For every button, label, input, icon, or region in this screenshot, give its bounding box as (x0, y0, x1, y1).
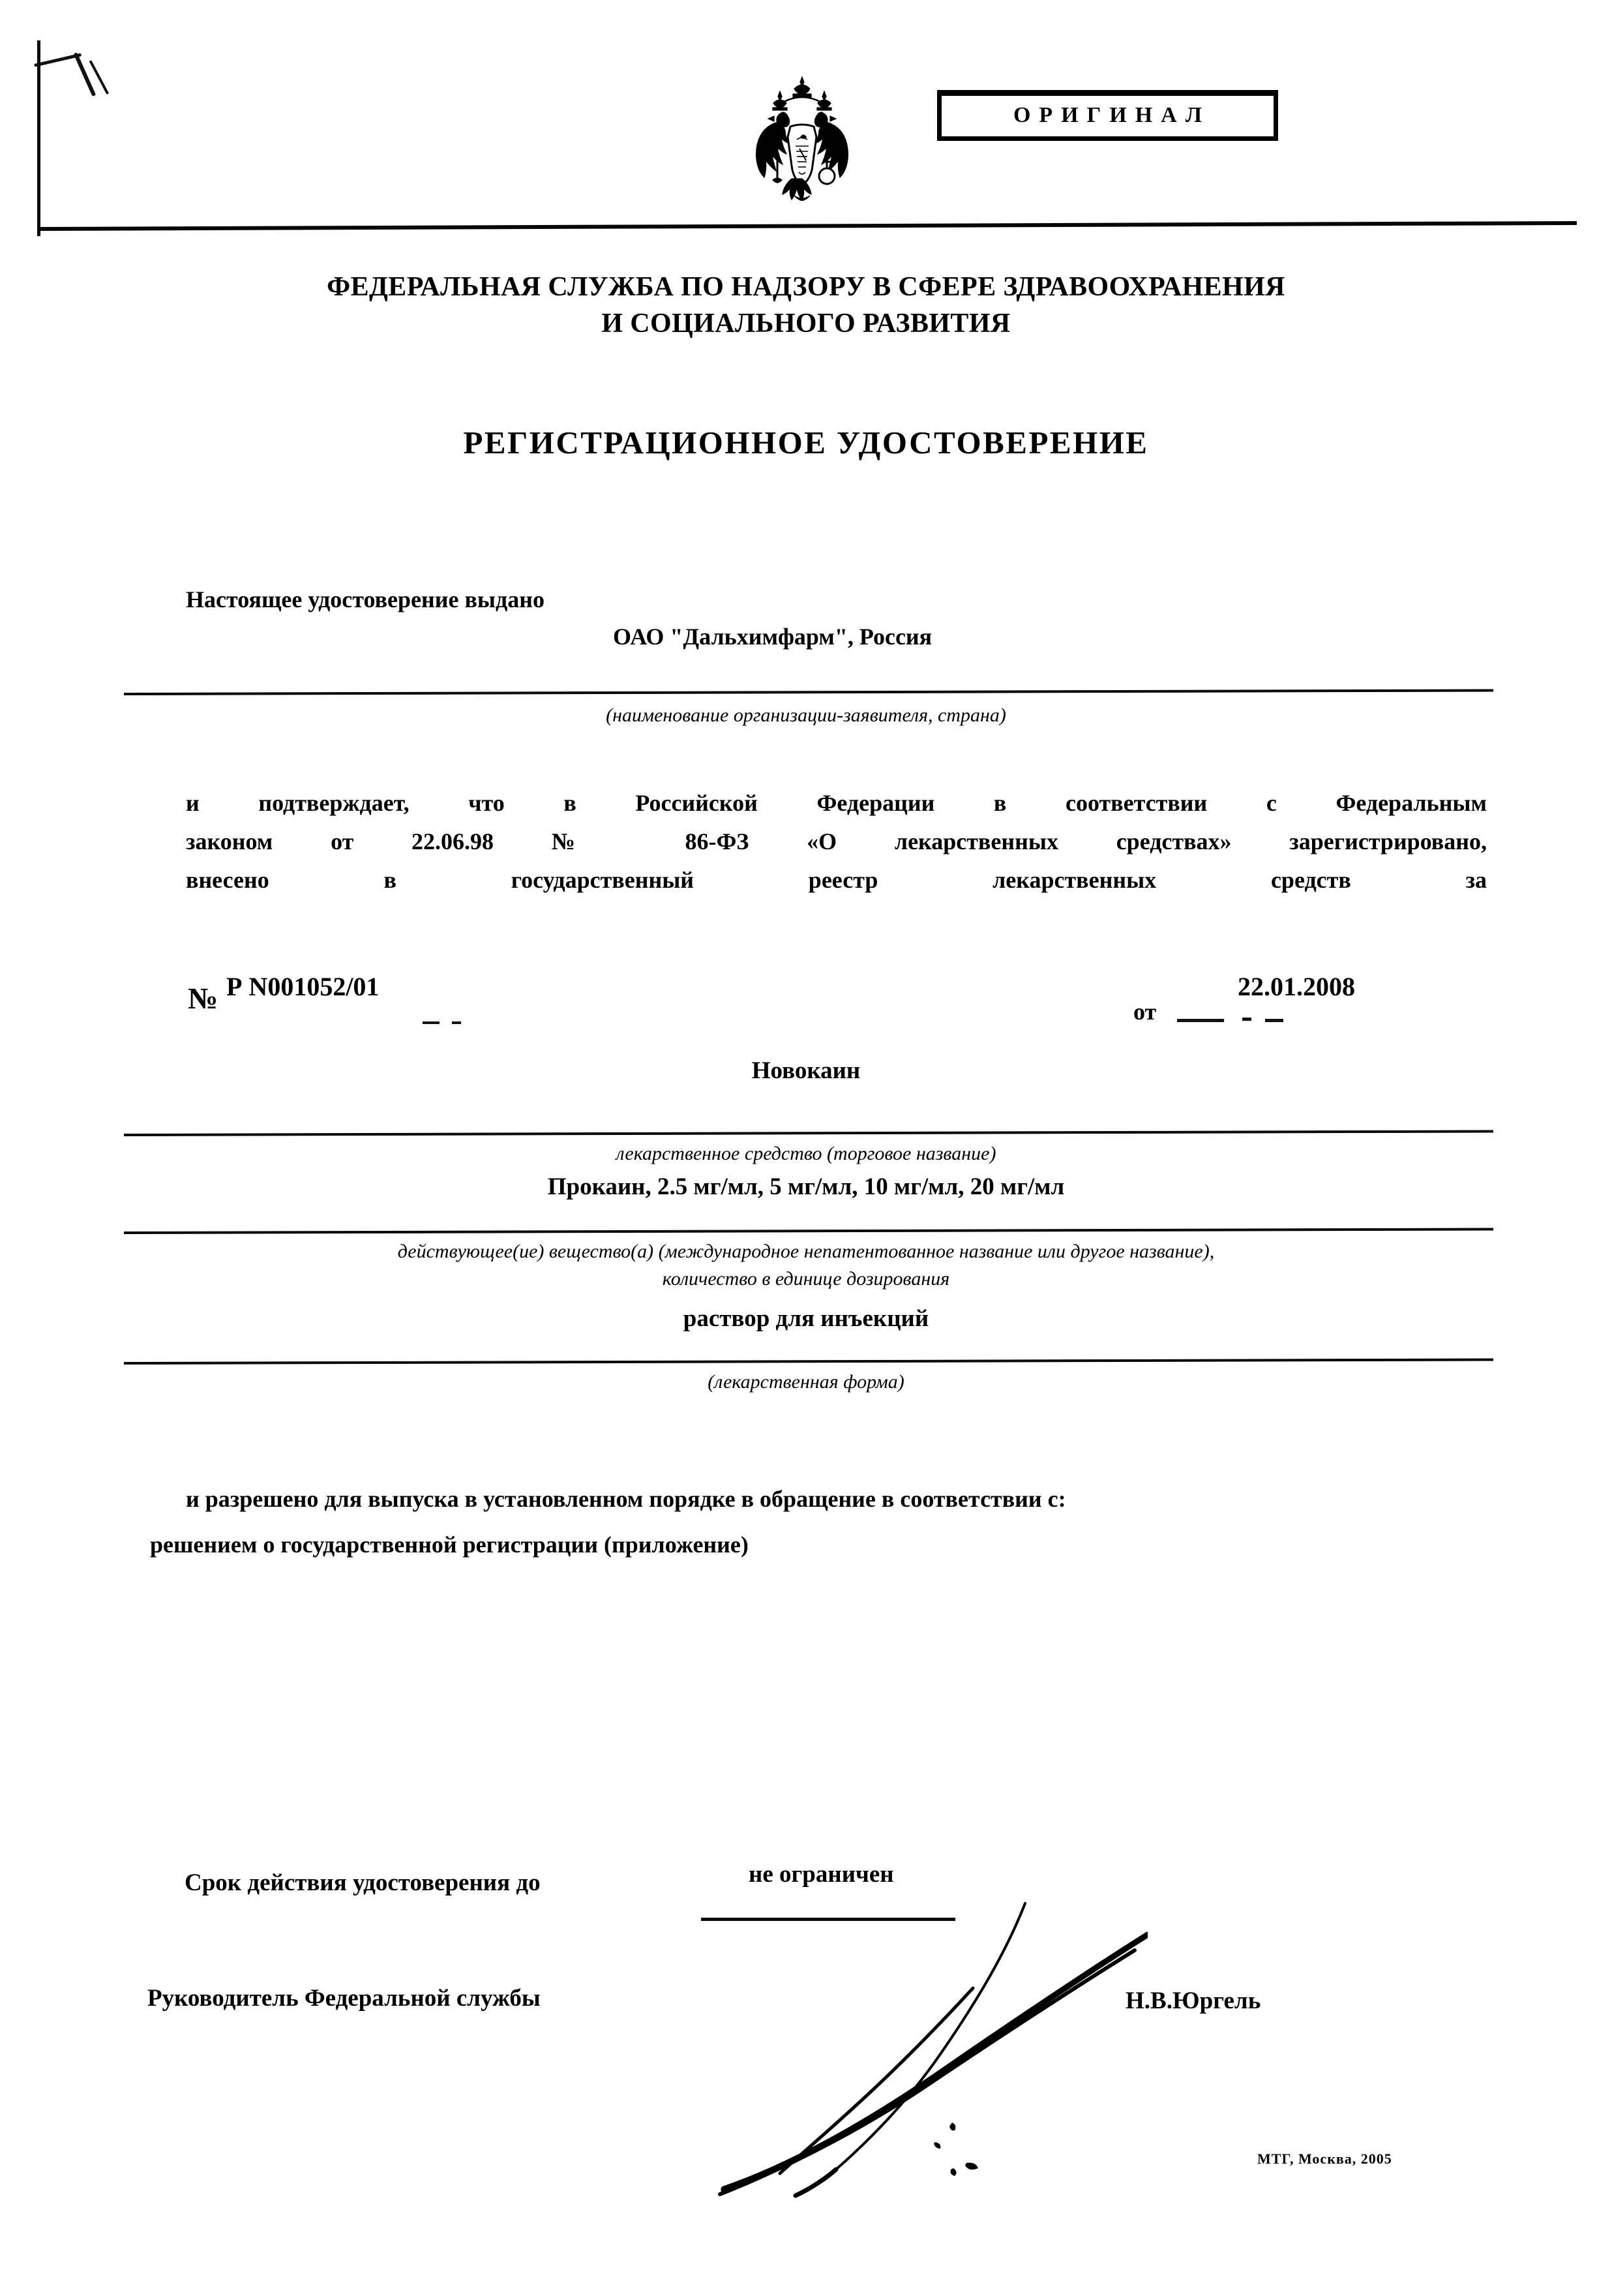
legal-text-line-1: и подтверждает, что в Российской Федерации в соответствии с Федеральным (186, 790, 1487, 816)
active-substance-field-caption-line-1: действующее(ие) вещество(а) (международное непатентованное название или другое название), (397, 1241, 1215, 1262)
legal-text-line-3: внесено в государственный реестр лекарственных средств за (186, 867, 1487, 893)
original-stamp-label: ОРИГИНАЛ (1013, 103, 1211, 127)
trade-name-field-rule (124, 1130, 1493, 1136)
authorization-text-line-2: решением о государственной регистрации (приложение) (150, 1532, 749, 1558)
dosage-form-field-caption: (лекарственная форма) (708, 1371, 904, 1393)
active-substance-value: Прокаин, 2.5 мг/мл, 5 мг/мл, 10 мг/мл, 20 мг/мл (547, 1173, 1065, 1200)
scan-speckle-artifact (74, 52, 97, 97)
validity-value: не ограничен (749, 1861, 894, 1888)
signatory-name: Н.В.Юргель (1126, 1987, 1261, 2014)
agency-name-line-2: И СОЦИАЛЬНОГО РАЗВИТИЯ (601, 309, 1011, 339)
agency-name-line-1: ФЕДЕРАЛЬНАЯ СЛУЖБА ПО НАДЗОРУ В СФЕРЕ ЗДРАВООХРАНЕНИЯ (327, 272, 1285, 302)
trade-name-value: Новокаин (751, 1057, 861, 1084)
registration-number-underline-fragment (452, 1021, 461, 1024)
scan-left-border-artifact (37, 40, 40, 236)
handwritten-signature (665, 1879, 1148, 2244)
authorization-text-line-1: и разрешено для выпуска в установленном порядке в обращение в соответствии с: (186, 1486, 1066, 1512)
header-divider (38, 221, 1577, 231)
signatory-title: Руководитель Федеральной службы (147, 1985, 541, 2012)
validity-field-rule (701, 1918, 955, 1921)
applicant-field-caption: (наименование организации-заявителя, страна) (606, 704, 1006, 726)
trade-name-field-caption: лекарственное средство (торговое название) (616, 1143, 996, 1164)
dosage-form-field-rule (124, 1359, 1493, 1365)
date-label: от (1133, 999, 1157, 1025)
footer-imprint: МТГ, Москва, 2005 (1257, 2151, 1392, 2167)
date-underline-fragment (1242, 1018, 1251, 1021)
number-sign-symbol: № (188, 982, 218, 1015)
legal-text-line-2: законом от 22.06.98 № 86-ФЗ «О лекарственных средствах» зарегистрировано, (186, 828, 1487, 854)
original-stamp (937, 90, 1278, 141)
registration-number: Р N001052/01 (226, 972, 380, 1001)
active-substance-field-caption-line-2: количество в единице дозирования (662, 1268, 950, 1290)
registration-date: 22.01.2008 (1238, 972, 1355, 1001)
page-title: РЕГИСТРАЦИОННОЕ УДОСТОВЕРЕНИЕ (463, 425, 1149, 461)
applicant-organization: ОАО "Дальхимфарм", Россия (613, 624, 933, 650)
validity-label: Срок действия удостоверения до (185, 1869, 541, 1896)
date-underline-fragment (1177, 1019, 1224, 1022)
dosage-form-value: раствор для инъекций (683, 1305, 929, 1332)
applicant-field-rule (124, 689, 1493, 695)
date-underline-fragment (1265, 1019, 1283, 1022)
issued-to-label: Настоящее удостоверение выдано (186, 586, 545, 612)
russian-coat-of-arms-icon (743, 72, 861, 202)
active-substance-field-rule (124, 1228, 1493, 1234)
registration-number-underline-fragment (423, 1021, 440, 1024)
